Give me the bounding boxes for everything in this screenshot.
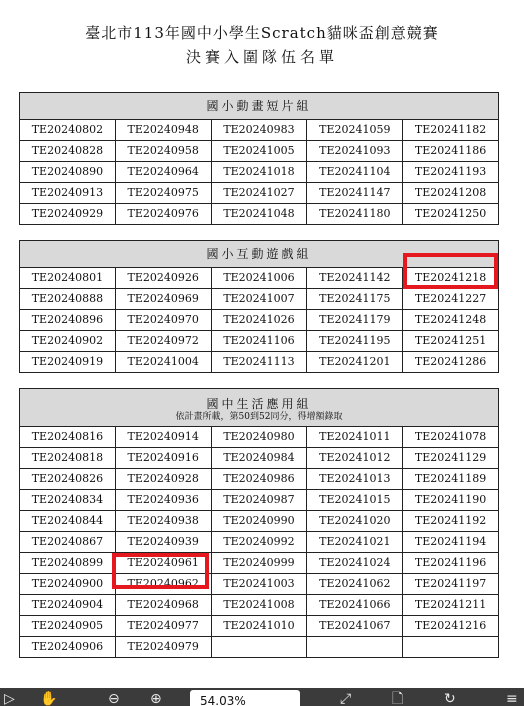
team-id-cell: TE20240818: [20, 448, 116, 469]
team-id-cell: TE20240890: [20, 162, 116, 183]
team-id-cell: TE20240962: [115, 574, 211, 595]
team-id-cell: TE20240948: [115, 120, 211, 141]
team-id-cell: TE20241218: [403, 268, 499, 289]
table-row: [20, 595, 499, 616]
pdf-viewer-toolbar: [0, 688, 524, 706]
hand-tool-icon[interactable]: ✋: [40, 691, 58, 706]
team-id-cell: TE20240906: [20, 637, 116, 658]
document-icon[interactable]: 🗋: [392, 691, 404, 706]
team-id-cell: TE20241066: [307, 595, 403, 616]
team-id-cell: TE20241003: [211, 574, 307, 595]
team-id-cell: TE20241197: [403, 574, 499, 595]
finalist-table-life-application: [19, 388, 499, 658]
team-id-cell: TE20241175: [307, 289, 403, 310]
zoom-in-icon[interactable]: ⊕: [150, 691, 162, 706]
team-id-cell: TE20241007: [211, 289, 307, 310]
team-id-cell: TE20240816: [20, 427, 116, 448]
team-id-cell: TE20241011: [307, 427, 403, 448]
team-id-cell: TE20240936: [115, 490, 211, 511]
team-id-cell: TE20240976: [115, 204, 211, 225]
group-note: 依計畫所載，第50到52同分，得增額錄取: [175, 411, 343, 422]
team-id-cell: TE20240902: [20, 331, 116, 352]
team-id-cell: TE20241195: [307, 331, 403, 352]
team-id-cell: TE20241194: [403, 532, 499, 553]
table-row: [20, 162, 499, 183]
team-id-cell: TE20240904: [20, 595, 116, 616]
team-id-cell: TE20241193: [403, 162, 499, 183]
team-id-cell: TE20240961: [115, 553, 211, 574]
team-id-cell: TE20241004: [115, 352, 211, 373]
fit-page-icon[interactable]: ⤢: [340, 691, 352, 706]
rotate-icon[interactable]: ↻: [444, 691, 456, 706]
table-body: [20, 268, 499, 373]
team-id-cell: TE20240900: [20, 574, 116, 595]
team-id-cell: TE20241024: [307, 553, 403, 574]
team-id-cell: TE20240888: [20, 289, 116, 310]
table-row: [20, 331, 499, 352]
table-row: [20, 141, 499, 162]
team-id-cell: TE20240826: [20, 469, 116, 490]
table-row: [20, 490, 499, 511]
team-id-cell: TE20240979: [115, 637, 211, 658]
team-id-cell: TE20240905: [20, 616, 116, 637]
team-id-cell: TE20240992: [211, 532, 307, 553]
team-id-cell: TE20241129: [403, 448, 499, 469]
table-row: [20, 268, 499, 289]
team-id-cell: TE20241093: [307, 141, 403, 162]
table-row: [20, 289, 499, 310]
team-id-cell: TE20241067: [307, 616, 403, 637]
team-id-cell: TE20240938: [115, 511, 211, 532]
table-row: [20, 352, 499, 373]
table-row: [20, 427, 499, 448]
group-header: 國中生活應用組: [206, 396, 312, 411]
team-id-cell: TE20240896: [20, 310, 116, 331]
team-id-cell: TE20240928: [115, 469, 211, 490]
select-arrow-icon[interactable]: ▷: [4, 691, 15, 706]
team-id-cell: TE20241010: [211, 616, 307, 637]
team-id-cell: TE20240926: [115, 268, 211, 289]
group-header: 國小互動遊戲組: [20, 241, 499, 268]
zoom-input[interactable]: 54.03%: [190, 690, 300, 706]
team-id-cell: TE20240916: [115, 448, 211, 469]
team-id-cell: TE20241189: [403, 469, 499, 490]
team-id-cell: TE20240958: [115, 141, 211, 162]
team-id-cell: TE20241021: [307, 532, 403, 553]
team-id-cell: TE20240929: [20, 204, 116, 225]
table-row: [20, 183, 499, 204]
team-id-cell: [403, 637, 499, 658]
team-id-cell: TE20241190: [403, 490, 499, 511]
team-id-cell: TE20241142: [307, 268, 403, 289]
team-id-cell: TE20240999: [211, 553, 307, 574]
team-id-cell: TE20241201: [307, 352, 403, 373]
team-id-cell: TE20241048: [211, 204, 307, 225]
team-id-cell: TE20240972: [115, 331, 211, 352]
team-id-cell: TE20241006: [211, 268, 307, 289]
team-id-cell: TE20240970: [115, 310, 211, 331]
finalist-table-interactive-game: [19, 240, 499, 373]
team-id-cell: TE20241020: [307, 511, 403, 532]
team-id-cell: TE20240834: [20, 490, 116, 511]
group-header: 國小動畫短片組: [20, 93, 499, 120]
team-id-cell: TE20240828: [20, 141, 116, 162]
team-id-cell: TE20240977: [115, 616, 211, 637]
team-id-cell: TE20240913: [20, 183, 116, 204]
table-row: [20, 204, 499, 225]
team-id-cell: TE20240968: [115, 595, 211, 616]
team-id-cell: TE20241015: [307, 490, 403, 511]
team-id-cell: TE20241008: [211, 595, 307, 616]
team-id-cell: TE20241251: [403, 331, 499, 352]
team-id-cell: TE20241192: [403, 511, 499, 532]
table-row: [20, 553, 499, 574]
team-id-cell: TE20240914: [115, 427, 211, 448]
team-id-cell: TE20241196: [403, 553, 499, 574]
team-id-cell: TE20241186: [403, 141, 499, 162]
table-row: [20, 637, 499, 658]
team-id-cell: TE20241216: [403, 616, 499, 637]
team-id-cell: TE20241286: [403, 352, 499, 373]
team-id-cell: [307, 637, 403, 658]
team-id-cell: TE20241106: [211, 331, 307, 352]
team-id-cell: TE20241012: [307, 448, 403, 469]
table-row: [20, 469, 499, 490]
table-row: [20, 574, 499, 595]
team-id-cell: TE20240802: [20, 120, 116, 141]
team-id-cell: TE20241180: [307, 204, 403, 225]
team-id-cell: TE20241059: [307, 120, 403, 141]
team-id-cell: TE20241227: [403, 289, 499, 310]
table-row: [20, 448, 499, 469]
team-id-cell: TE20240975: [115, 183, 211, 204]
table-body: [20, 427, 499, 658]
finalist-table-animation: [19, 92, 499, 225]
table-row: [20, 511, 499, 532]
table-row: [20, 120, 499, 141]
team-id-cell: TE20241211: [403, 595, 499, 616]
team-id-cell: TE20240983: [211, 120, 307, 141]
team-id-cell: TE20241078: [403, 427, 499, 448]
team-id-cell: TE20240984: [211, 448, 307, 469]
team-id-cell: TE20241248: [403, 310, 499, 331]
team-id-cell: TE20241013: [307, 469, 403, 490]
team-id-cell: TE20241147: [307, 183, 403, 204]
team-id-cell: TE20241062: [307, 574, 403, 595]
table-row: [20, 532, 499, 553]
team-id-cell: TE20240844: [20, 511, 116, 532]
team-id-cell: TE20240801: [20, 268, 116, 289]
team-id-cell: TE20240964: [115, 162, 211, 183]
team-id-cell: TE20240986: [211, 469, 307, 490]
table-row: [20, 310, 499, 331]
team-id-cell: TE20240990: [211, 511, 307, 532]
document-title: 臺北市113年國中小學生Scratch貓咪盃創意競賽: [85, 24, 439, 42]
team-id-cell: [211, 637, 307, 658]
table-body: [20, 120, 499, 225]
team-id-cell: TE20241179: [307, 310, 403, 331]
zoom-out-icon[interactable]: ⊖: [108, 691, 120, 706]
team-id-cell: TE20241104: [307, 162, 403, 183]
table-row: [20, 616, 499, 637]
team-id-cell: TE20241027: [211, 183, 307, 204]
team-id-cell: TE20240969: [115, 289, 211, 310]
group-header-cell: [20, 389, 499, 427]
team-id-cell: TE20241182: [403, 120, 499, 141]
menu-icon[interactable]: ≡: [506, 691, 518, 706]
team-id-cell: TE20240919: [20, 352, 116, 373]
team-id-cell: TE20240987: [211, 490, 307, 511]
team-id-cell: TE20240899: [20, 553, 116, 574]
team-id-cell: TE20241005: [211, 141, 307, 162]
team-id-cell: TE20241018: [211, 162, 307, 183]
team-id-cell: TE20241026: [211, 310, 307, 331]
document-subtitle: 決賽入圍隊伍名單: [185, 48, 338, 66]
team-id-cell: TE20240867: [20, 532, 116, 553]
team-id-cell: TE20241208: [403, 183, 499, 204]
team-id-cell: TE20241250: [403, 204, 499, 225]
team-id-cell: TE20241113: [211, 352, 307, 373]
team-id-cell: TE20240980: [211, 427, 307, 448]
team-id-cell: TE20240939: [115, 532, 211, 553]
